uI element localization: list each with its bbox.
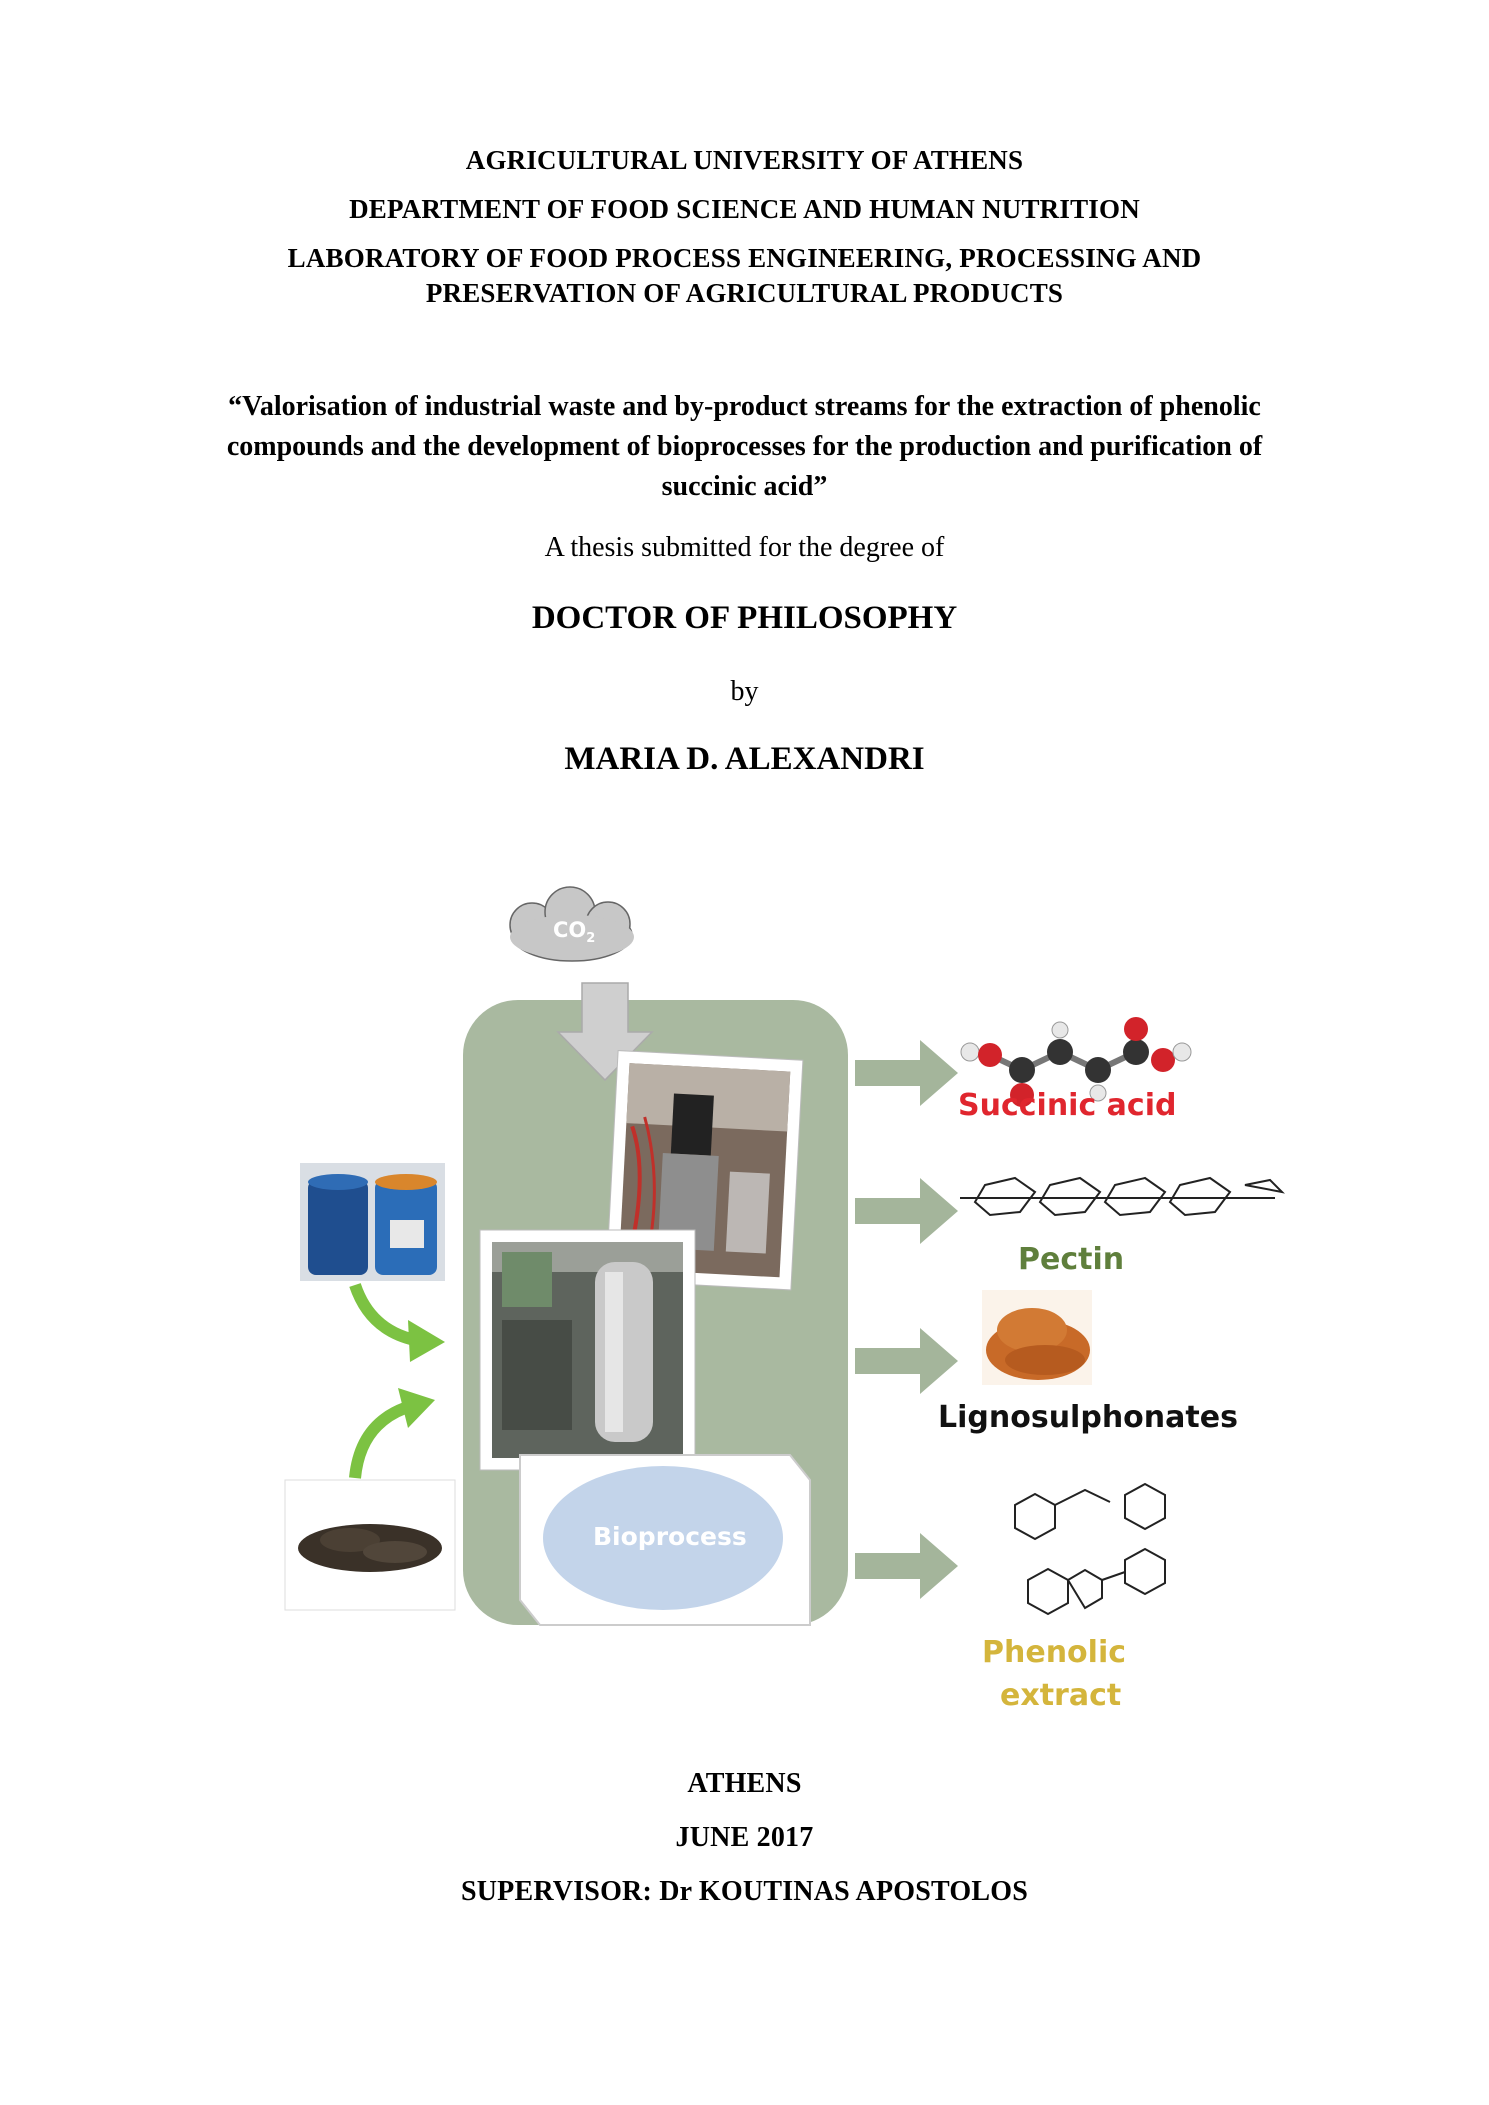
department-name: DEPARTMENT OF FOOD SCIENCE AND HUMAN NUTRITION	[349, 194, 1140, 224]
succinic-acid-label: Succinic acid	[958, 1088, 1177, 1123]
fermenter-photo	[480, 1230, 695, 1470]
barrels-photo	[300, 1163, 445, 1281]
lignosulphonates-label: Lignosulphonates	[938, 1400, 1238, 1435]
phenolic-label-line1: Phenolic	[982, 1635, 1127, 1670]
bioprocess-label: Bioprocess	[593, 1522, 747, 1551]
supervisor-text: SUPERVISOR: Dr KOUTINAS APOSTOLOS	[460, 1876, 1029, 1907]
thesis-title-line3: succinic acid”	[661, 471, 828, 502]
pellets-photo	[285, 1480, 455, 1610]
phenolic-label-line2: extract	[1000, 1678, 1122, 1713]
process-diagram	[270, 880, 1290, 1730]
by-text: by	[730, 676, 759, 707]
university-name: AGRICULTURAL UNIVERSITY OF ATHENS	[465, 145, 1024, 175]
pectin-label: Pectin	[1018, 1242, 1125, 1277]
process-figure	[270, 880, 1290, 1730]
city-text: ATHENS	[687, 1768, 802, 1799]
author-name: MARIA D. ALEXANDRI	[564, 741, 925, 777]
degree-title: DOCTOR OF PHILOSOPHY	[531, 600, 958, 636]
co2-label: $CO_2$	[553, 918, 596, 947]
laboratory-name-line1: LABORATORY OF FOOD PROCESS ENGINEERING, PROCESSING AND	[287, 243, 1202, 273]
thesis-title-line2: compounds and the development of bioprocesses for the production and purification of	[226, 431, 1263, 462]
lignosulphonates-powder-photo	[982, 1290, 1092, 1385]
output-arrow-icon	[855, 1040, 958, 1599]
laboratory-name-line2: PRESERVATION OF AGRICULTURAL PRODUCTS	[425, 278, 1064, 308]
date-text: JUNE 2017	[675, 1822, 814, 1853]
pectin-structure-icon	[960, 1178, 1282, 1215]
phenolic-structures-icon	[1015, 1484, 1165, 1614]
submitted-text: A thesis submitted for the degree of	[544, 532, 945, 563]
green-input-arrow-icon	[355, 1285, 445, 1478]
thesis-title-line1: “Valorisation of industrial waste and by-product streams for the extraction of phenolic	[228, 391, 1261, 422]
